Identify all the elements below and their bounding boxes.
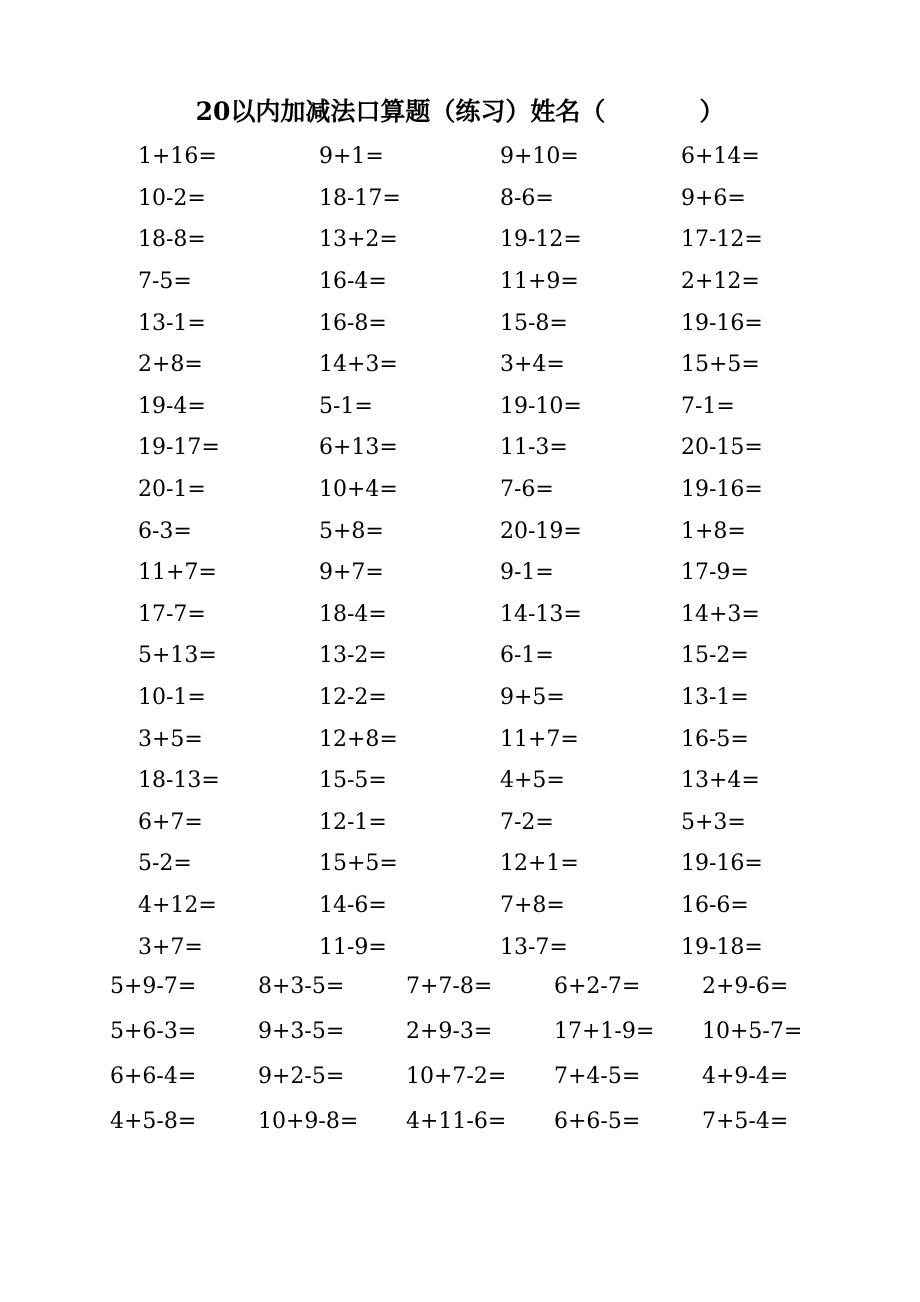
problem: 11-3=: [500, 435, 568, 461]
problem: 19-10=: [500, 393, 582, 419]
problem: 4+12=: [138, 892, 217, 918]
problem: 7+8=: [500, 892, 565, 918]
problem: 14+3=: [681, 601, 760, 627]
problem: 7-5=: [138, 269, 192, 295]
problem: 8+3-5=: [258, 974, 345, 999]
problem: 10+5-7=: [702, 1019, 803, 1044]
problem-row: [138, 926, 862, 968]
problem: 9+6=: [681, 185, 746, 211]
problem: 18-8=: [138, 227, 206, 253]
problem: 14+3=: [319, 352, 398, 378]
problem: 4+5=: [500, 768, 565, 794]
problem: 5-2=: [138, 851, 192, 877]
problem: 5+13=: [138, 643, 217, 669]
problem: 13+2=: [319, 227, 398, 253]
problem-row: [138, 802, 862, 844]
problem: 13-1=: [138, 310, 206, 336]
problem: 9+3-5=: [258, 1019, 345, 1044]
problem: 18-17=: [319, 185, 401, 211]
problem: 2+9-3=: [406, 1019, 493, 1044]
problem: 11-9=: [319, 934, 387, 960]
problem: 6-3=: [138, 518, 192, 544]
problem-row: [110, 1054, 850, 1099]
problem: 17+1-9=: [554, 1019, 655, 1044]
problem-row: [138, 469, 862, 511]
problem-row: [110, 1099, 850, 1144]
problem: 9+2-5=: [258, 1064, 345, 1089]
problem: 20-15=: [681, 435, 763, 461]
problem: 9+7=: [319, 560, 384, 586]
problem-row: [138, 677, 862, 719]
problem: 2+8=: [138, 352, 203, 378]
problem: 15-5=: [319, 768, 387, 794]
problem: 16-4=: [319, 269, 387, 295]
problem: 12+8=: [319, 726, 398, 752]
problem: 5-1=: [319, 393, 373, 419]
problem: 2+9-6=: [702, 974, 789, 999]
problem: 10-2=: [138, 185, 206, 211]
problem-row: [138, 718, 862, 760]
problem: 11+7=: [138, 560, 217, 586]
problem: 17-12=: [681, 227, 763, 253]
problem: 11+7=: [500, 726, 579, 752]
problem: 7-2=: [500, 809, 554, 835]
problem-row: [138, 885, 862, 927]
problem: 5+3=: [681, 809, 746, 835]
problem: 16-5=: [681, 726, 749, 752]
problem: 15+5=: [681, 352, 760, 378]
problem: 6-1=: [500, 643, 554, 669]
problem-row: [138, 760, 862, 802]
problem: 19-4=: [138, 393, 206, 419]
problem: 3+4=: [500, 352, 565, 378]
problem: 10-1=: [138, 685, 206, 711]
problem-row: [138, 344, 862, 386]
problem-row: [138, 552, 862, 594]
problem: 19-16=: [681, 851, 763, 877]
problem: 19-16=: [681, 310, 763, 336]
problem: 6+13=: [319, 435, 398, 461]
problem: 6+7=: [138, 809, 203, 835]
problem: 12-2=: [319, 685, 387, 711]
problem: 6+6-5=: [554, 1109, 641, 1134]
problem-row: [138, 302, 862, 344]
two-step-problems: [110, 964, 850, 1144]
problem-row: [138, 178, 862, 220]
problem: 15-8=: [500, 310, 568, 336]
problem-row: [138, 136, 862, 178]
problem: 9+1=: [319, 144, 384, 170]
problem: 14-6=: [319, 892, 387, 918]
problem: 2+12=: [681, 269, 760, 295]
problem: 13+4=: [681, 768, 760, 794]
problem: 11+9=: [500, 269, 579, 295]
problem: 7+7-8=: [406, 974, 493, 999]
problem: 13-7=: [500, 934, 568, 960]
problem-row: [138, 510, 862, 552]
problem: 19-16=: [681, 477, 763, 503]
problem: 17-9=: [681, 560, 749, 586]
title-text: 20以内加减法口算题（练习）姓名（: [195, 97, 606, 126]
problem: 10+4=: [319, 477, 398, 503]
problem: 8-6=: [500, 185, 554, 211]
problem-row: [138, 427, 862, 469]
problem: 17-7=: [138, 601, 206, 627]
problem-row: [138, 261, 862, 303]
problem: 9-1=: [500, 560, 554, 586]
problem-row: [138, 635, 862, 677]
problem-row: [138, 594, 862, 636]
page-title: [0, 92, 920, 128]
problem: 1+16=: [138, 144, 217, 170]
problem: 6+6-4=: [110, 1064, 197, 1089]
problem: 7-6=: [500, 477, 554, 503]
problem: 14-13=: [500, 601, 582, 627]
problem: 7+5-4=: [702, 1109, 789, 1134]
problem-row: [138, 219, 862, 261]
problem: 13-2=: [319, 643, 387, 669]
problem: 4+9-4=: [702, 1064, 789, 1089]
problem: 5+8=: [319, 518, 384, 544]
problem: 6+14=: [681, 144, 760, 170]
problem: 5+6-3=: [110, 1019, 197, 1044]
problem-row: [138, 843, 862, 885]
problem: 13-1=: [681, 685, 749, 711]
problem: 1+8=: [681, 518, 746, 544]
problem: 3+5=: [138, 726, 203, 752]
problem: 16-6=: [681, 892, 749, 918]
problem: 9+10=: [500, 144, 579, 170]
problem: 3+7=: [138, 934, 203, 960]
problem: 10+7-2=: [406, 1064, 507, 1089]
problem: 16-8=: [319, 310, 387, 336]
problem: 19-12=: [500, 227, 582, 253]
problem: 15+5=: [319, 851, 398, 877]
problem: 19-18=: [681, 934, 763, 960]
title-close-paren: ）: [699, 97, 725, 126]
problem: 10+9-8=: [258, 1109, 359, 1134]
problem: 15-2=: [681, 643, 749, 669]
single-step-problems: [138, 136, 862, 968]
problem: 4+11-6=: [406, 1109, 507, 1134]
problem: 20-1=: [138, 477, 206, 503]
problem: 12+1=: [500, 851, 579, 877]
problem: 7-1=: [681, 393, 735, 419]
problem: 9+5=: [500, 685, 565, 711]
problem: 6+2-7=: [554, 974, 641, 999]
problem: 4+5-8=: [110, 1109, 197, 1134]
problem: 19-17=: [138, 435, 220, 461]
problem: 12-1=: [319, 809, 387, 835]
problem: 20-19=: [500, 518, 582, 544]
problem: 5+9-7=: [110, 974, 197, 999]
problem: 18-4=: [319, 601, 387, 627]
problem: 18-13=: [138, 768, 220, 794]
problem-row: [110, 1009, 850, 1054]
problem-row: [110, 964, 850, 1009]
problem: 7+4-5=: [554, 1064, 641, 1089]
problem-row: [138, 386, 862, 428]
